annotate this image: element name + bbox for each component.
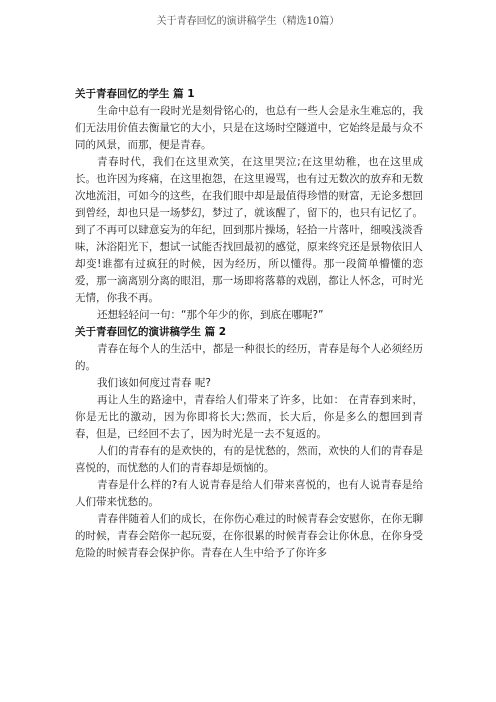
section-title-1: 关于青春回忆的学生 篇 1 xyxy=(75,88,195,100)
paragraph: 青春是什么样的?有人说青春是给人们带来喜悦的，也有人说青春是给人们带来忧愁的。 xyxy=(75,479,423,508)
paragraph: 青春时代，我们在这里欢笑，在这里哭泣;在这里幼稚，也在这里成长。也许因为疼痛，在这里抱怨，在这里谩骂，也有过无数次的放弃和无数次地流泪，可如今的这些，在我们眼中却是最值得珍惜的财富，无论多想回到曾经，却也只是一场梦幻，梦过了，就该醒了，留下的，也只有记忆了。到了不再可以肆意妄为的年纪，回到那片操场，轻拾一片落叶，细嗅浅淡香味，沐浴阳光下，想试一试能否找回最初的感觉，原来终究还是景物依旧人却变!谁都有过疯狂的时候，因为经历，所以懂得。那一段简单懵懂的恋爱，那一滴离别分离的眼泪，那一场即将落幕的戏剧，都让人怀念，可时光无情，你我不再。 xyxy=(75,156,423,304)
paragraph: 人们的青春有的是欢快的，有的是忧愁的，然而，欢快的人们的青春是喜悦的，而忧愁的人们的青春却是烦恼的。 xyxy=(75,445,423,474)
paragraph: 青春在每个人的生活中，都是一种很长的经历，青春是每个人必须经历的。 xyxy=(75,343,423,372)
document-body xyxy=(75,86,423,562)
document-header: 关于青春回忆的演讲稿学生（精选10篇） xyxy=(156,16,340,27)
paragraph: 我们该如何度过青春 呢? xyxy=(97,377,211,389)
paragraph: 还想轻轻问一句：“那个年少的你，到底在哪呢?” xyxy=(97,309,324,321)
paragraph: 青春伴随着人们的成长，在你伤心难过的时候青春会安慰你，在你无聊的时候，青春会陪你一起玩耍，在你很累的时候青春会让你休息，在你身受危险的时候青春会保护你。青春在人生中给予了你许多 xyxy=(75,513,423,559)
paragraph: 再让人生的路途中，青春给人们带来了许多，比如： 在青春到来时，你是无比的激动，因为你即将长大;然而，长大后，你是多么的想回到青春，但是，已经回不去了，因为时光是一去不复返的。 xyxy=(75,394,423,440)
paragraph: 生命中总有一段时光是刻骨铭心的，也总有一些人会是永生难忘的，我们无法用价值去衡量它的大小，只是在这场时空隧道中，它始终是最与众不同的风景，而那，便是青春。 xyxy=(75,105,423,151)
section-title-2: 关于青春回忆的演讲稿学生 篇 2 xyxy=(75,326,227,338)
